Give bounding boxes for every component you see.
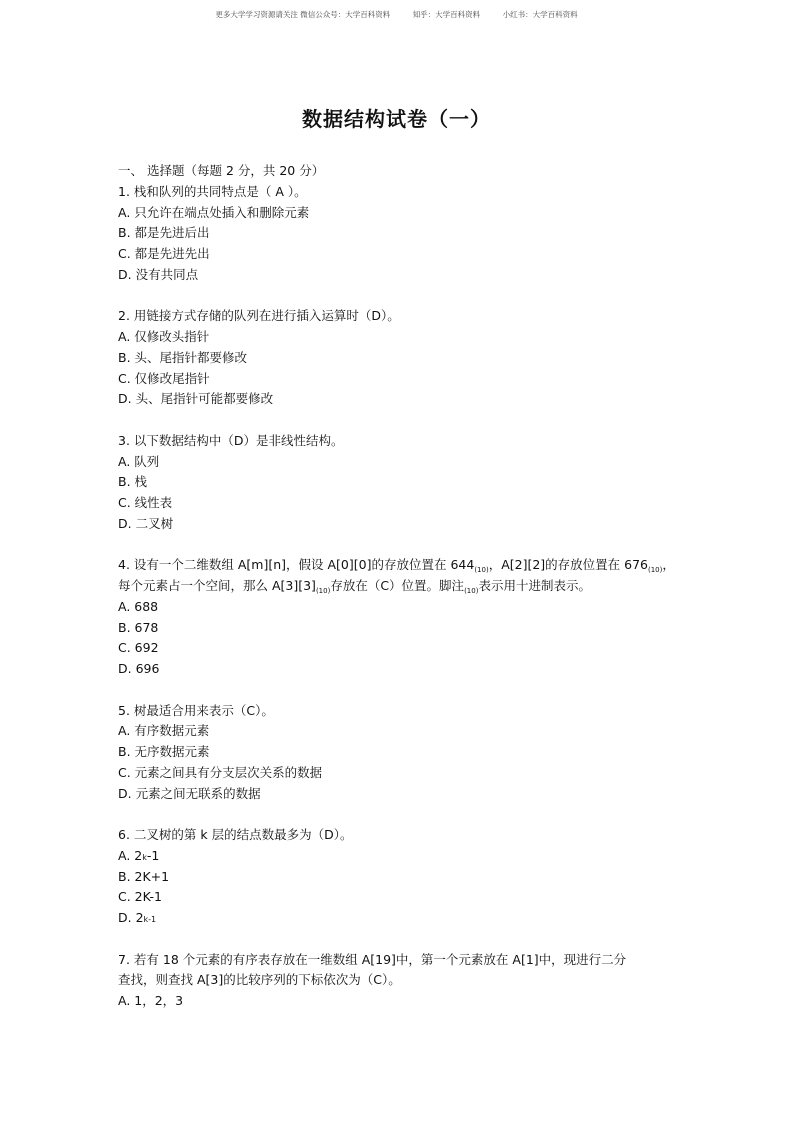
question-3-option: D. 二叉树 bbox=[118, 515, 174, 531]
header-xiaohongshu: 小红书：大学百科资料 bbox=[502, 10, 578, 19]
question-2-option: B. 头、尾指针都要修改 bbox=[118, 349, 248, 365]
question-6-option: D. 2k-1 bbox=[118, 910, 157, 925]
page-header bbox=[0, 9, 793, 20]
question-2-option: D. 头、尾指针可能都要修改 bbox=[118, 391, 274, 407]
question-1-option: B. 都是先进后出 bbox=[118, 225, 210, 241]
section-heading: 一、 选择题（每题 2 分，共 20 分） bbox=[118, 163, 325, 178]
question-3-option: A. 队列 bbox=[118, 453, 160, 469]
question-1-stem: 1. 栈和队列的共同特点是（ A ）。 bbox=[118, 183, 307, 199]
question-7-stem-line2: 查找，则查找 A[3]的比较序列的下标依次为（C）。 bbox=[118, 972, 401, 988]
question-4-option: A. 688 bbox=[118, 598, 159, 614]
question-4-option: B. 678 bbox=[118, 619, 159, 635]
question-4-stem-line2: 每个元素占一个空间，那么 $A[3][3]_{(10)}$存放在（C）位置。脚注$_{(10)}$表示用十进制表示。 bbox=[118, 578, 591, 595]
question-6-stem: 6. 二叉树的第 k 层的结点数最多为（D）。 bbox=[118, 827, 353, 842]
document-body bbox=[118, 161, 688, 1012]
header-zhihu: 知乎：大学百科资料 bbox=[412, 10, 481, 19]
header-wechat: 更多大学学习资源请关注 微信公众号：大学百科资料 bbox=[215, 10, 391, 19]
question-3-stem: 3. 以下数据结构中（D）是非线性结构。 bbox=[118, 432, 344, 448]
question-1-option: D. 没有共同点 bbox=[118, 266, 199, 282]
question-3-option: C. 线性表 bbox=[118, 495, 173, 510]
question-2-option: A. 仅修改头指针 bbox=[118, 329, 210, 344]
question-4-stem-line1: 4. 设有一个二维数组 A[m][n]，假设 A[0][0]的存放位置在 $644_{(10)}$，A[2][2]的存放位置在 $676_{(10)}$， bbox=[118, 557, 675, 575]
question-2-stem: 2. 用链接方式存储的队列在进行插入运算时（D）。 bbox=[118, 308, 400, 324]
question-1-option: C. 都是先进先出 bbox=[118, 246, 210, 261]
question-3-option: B. 栈 bbox=[118, 474, 148, 490]
question-7-stem-line1: 7. 若有 18 个元素的有序表存放在一维数组 A[19]中，第一个元素放在 A[1]中，现进行二分 bbox=[118, 951, 627, 967]
question-5-option: B. 无序数据元素 bbox=[118, 744, 210, 759]
question-6-option: A. 2k-1 bbox=[118, 847, 160, 863]
question-5-option: D. 元素之间无联系的数据 bbox=[118, 785, 261, 801]
question-2-option: C. 仅修改尾指针 bbox=[118, 370, 210, 386]
document-title: 数据结构试卷（一） bbox=[302, 107, 491, 131]
question-5-stem: 5. 树最适合用来表示（C）。 bbox=[118, 702, 274, 718]
question-4-option: D. 696 bbox=[118, 661, 160, 676]
question-7-option: A. 1，2，3 bbox=[118, 993, 184, 1008]
question-5-option: C. 元素之间具有分支层次关系的数据 bbox=[118, 764, 323, 780]
question-6-option: B. 2K+1 bbox=[118, 868, 170, 884]
question-6-option: C. 2K-1 bbox=[118, 889, 162, 905]
question-4-option: C. 692 bbox=[118, 640, 159, 656]
question-1-option: A. 只允许在端点处插入和删除元素 bbox=[118, 204, 310, 220]
question-5-option: A. 有序数据元素 bbox=[118, 723, 210, 739]
